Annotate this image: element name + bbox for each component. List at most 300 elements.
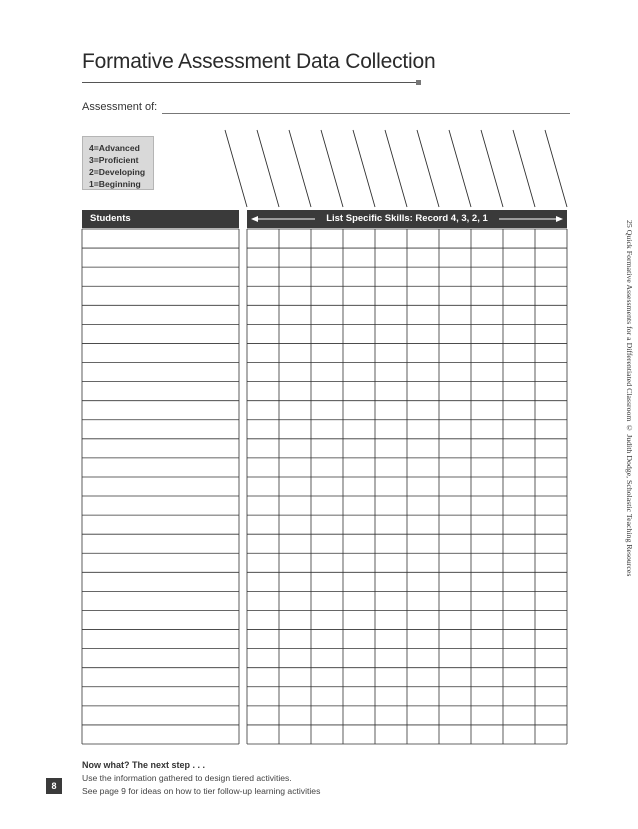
skill-score-cell[interactable] — [503, 401, 535, 420]
skill-score-cell[interactable] — [503, 553, 535, 572]
skill-score-cell[interactable] — [279, 553, 311, 572]
skill-score-cell[interactable] — [343, 458, 375, 477]
skill-score-cell[interactable] — [407, 343, 439, 362]
skill-score-cell[interactable] — [503, 286, 535, 305]
student-name-cell[interactable] — [82, 687, 239, 706]
skill-score-cell[interactable] — [343, 725, 375, 744]
skill-score-cell[interactable] — [311, 649, 343, 668]
student-name-cell[interactable] — [82, 267, 239, 286]
skill-score-cell[interactable] — [407, 248, 439, 267]
skill-score-cell[interactable] — [375, 477, 407, 496]
skill-score-cell[interactable] — [407, 668, 439, 687]
skill-score-cell[interactable] — [407, 572, 439, 591]
skill-score-cell[interactable] — [343, 496, 375, 515]
skill-score-cell[interactable] — [343, 324, 375, 343]
skill-score-cell[interactable] — [375, 401, 407, 420]
skill-score-cell[interactable] — [503, 706, 535, 725]
skill-score-cell[interactable] — [503, 343, 535, 362]
skill-score-cell[interactable] — [375, 553, 407, 572]
skill-score-cell[interactable] — [535, 496, 567, 515]
skill-score-cell[interactable] — [279, 363, 311, 382]
student-name-cell[interactable] — [82, 572, 239, 591]
skill-score-cell[interactable] — [279, 572, 311, 591]
skill-score-cell[interactable] — [279, 324, 311, 343]
student-name-cell[interactable] — [82, 343, 239, 362]
skill-score-cell[interactable] — [439, 382, 471, 401]
skill-score-cell[interactable] — [535, 630, 567, 649]
skill-score-cell[interactable] — [343, 553, 375, 572]
skill-score-cell[interactable] — [407, 229, 439, 248]
skill-score-cell[interactable] — [535, 458, 567, 477]
skill-score-cell[interactable] — [407, 553, 439, 572]
student-name-cell[interactable] — [82, 382, 239, 401]
skill-score-cell[interactable] — [439, 610, 471, 629]
skill-score-cell[interactable] — [375, 439, 407, 458]
skill-score-cell[interactable] — [471, 420, 503, 439]
skill-score-cell[interactable] — [375, 363, 407, 382]
skill-score-cell[interactable] — [247, 496, 279, 515]
student-name-cell[interactable] — [82, 248, 239, 267]
skill-score-cell[interactable] — [535, 286, 567, 305]
skill-score-cell[interactable] — [311, 382, 343, 401]
skill-score-cell[interactable] — [471, 401, 503, 420]
skill-score-cell[interactable] — [311, 420, 343, 439]
skill-score-cell[interactable] — [311, 553, 343, 572]
skill-score-cell[interactable] — [375, 687, 407, 706]
skill-score-cell[interactable] — [439, 343, 471, 362]
skill-score-cell[interactable] — [247, 382, 279, 401]
student-name-cell[interactable] — [82, 458, 239, 477]
skill-score-cell[interactable] — [311, 286, 343, 305]
skill-score-cell[interactable] — [535, 534, 567, 553]
skill-score-cell[interactable] — [343, 248, 375, 267]
skill-score-cell[interactable] — [311, 248, 343, 267]
skill-score-cell[interactable] — [471, 458, 503, 477]
skill-score-cell[interactable] — [471, 229, 503, 248]
skill-score-cell[interactable] — [471, 477, 503, 496]
skill-score-cell[interactable] — [439, 248, 471, 267]
student-name-cell[interactable] — [82, 363, 239, 382]
skill-score-cell[interactable] — [439, 305, 471, 324]
skill-score-cell[interactable] — [439, 496, 471, 515]
skill-score-cell[interactable] — [375, 496, 407, 515]
skill-score-cell[interactable] — [247, 610, 279, 629]
skill-score-cell[interactable] — [375, 572, 407, 591]
skill-score-cell[interactable] — [247, 286, 279, 305]
skill-score-cell[interactable] — [311, 610, 343, 629]
skill-score-cell[interactable] — [247, 305, 279, 324]
skill-score-cell[interactable] — [311, 401, 343, 420]
skill-score-cell[interactable] — [503, 687, 535, 706]
skill-score-cell[interactable] — [439, 706, 471, 725]
skill-score-cell[interactable] — [471, 553, 503, 572]
skill-score-cell[interactable] — [343, 305, 375, 324]
skill-score-cell[interactable] — [247, 458, 279, 477]
skill-score-cell[interactable] — [311, 687, 343, 706]
skill-score-cell[interactable] — [503, 363, 535, 382]
student-name-cell[interactable] — [82, 420, 239, 439]
skill-score-cell[interactable] — [503, 324, 535, 343]
skill-score-cell[interactable] — [471, 305, 503, 324]
skill-score-cell[interactable] — [279, 515, 311, 534]
skill-score-cell[interactable] — [535, 324, 567, 343]
skill-score-cell[interactable] — [503, 630, 535, 649]
skill-score-cell[interactable] — [503, 458, 535, 477]
skill-score-cell[interactable] — [343, 401, 375, 420]
skill-score-cell[interactable] — [503, 515, 535, 534]
skill-score-cell[interactable] — [375, 420, 407, 439]
skill-score-cell[interactable] — [279, 229, 311, 248]
skill-score-cell[interactable] — [471, 343, 503, 362]
skill-score-cell[interactable] — [439, 324, 471, 343]
skill-score-cell[interactable] — [471, 534, 503, 553]
skill-score-cell[interactable] — [535, 363, 567, 382]
skill-score-cell[interactable] — [247, 534, 279, 553]
skill-score-cell[interactable] — [247, 439, 279, 458]
skill-score-cell[interactable] — [471, 363, 503, 382]
skill-score-cell[interactable] — [407, 439, 439, 458]
skill-score-cell[interactable] — [439, 668, 471, 687]
skill-score-cell[interactable] — [311, 515, 343, 534]
skill-score-cell[interactable] — [503, 591, 535, 610]
skill-score-cell[interactable] — [503, 477, 535, 496]
skill-score-cell[interactable] — [535, 572, 567, 591]
skill-score-cell[interactable] — [407, 610, 439, 629]
skill-score-cell[interactable] — [279, 649, 311, 668]
skill-score-cell[interactable] — [439, 687, 471, 706]
skill-score-cell[interactable] — [375, 305, 407, 324]
student-name-cell[interactable] — [82, 286, 239, 305]
skill-score-cell[interactable] — [503, 229, 535, 248]
student-name-cell[interactable] — [82, 305, 239, 324]
skill-score-cell[interactable] — [407, 591, 439, 610]
skill-score-cell[interactable] — [407, 706, 439, 725]
skill-score-cell[interactable] — [311, 668, 343, 687]
skill-score-cell[interactable] — [407, 286, 439, 305]
skill-score-cell[interactable] — [375, 591, 407, 610]
student-name-cell[interactable] — [82, 630, 239, 649]
skill-score-cell[interactable] — [247, 229, 279, 248]
skill-score-cell[interactable] — [503, 725, 535, 744]
skill-score-cell[interactable] — [343, 363, 375, 382]
skill-score-cell[interactable] — [247, 267, 279, 286]
skill-score-cell[interactable] — [535, 591, 567, 610]
skill-score-cell[interactable] — [311, 630, 343, 649]
skill-score-cell[interactable] — [407, 687, 439, 706]
skill-score-cell[interactable] — [311, 591, 343, 610]
skill-score-cell[interactable] — [439, 477, 471, 496]
skill-score-cell[interactable] — [439, 363, 471, 382]
student-name-cell[interactable] — [82, 534, 239, 553]
skill-score-cell[interactable] — [279, 630, 311, 649]
skill-score-cell[interactable] — [439, 515, 471, 534]
skill-score-cell[interactable] — [343, 534, 375, 553]
skill-score-cell[interactable] — [471, 496, 503, 515]
skill-score-cell[interactable] — [375, 706, 407, 725]
skill-score-cell[interactable] — [471, 630, 503, 649]
skill-score-cell[interactable] — [375, 229, 407, 248]
legend-item: 4=Advanced — [89, 143, 140, 153]
skill-score-cell[interactable] — [439, 534, 471, 553]
student-name-cell[interactable] — [82, 553, 239, 572]
skill-score-cell[interactable] — [279, 420, 311, 439]
skill-score-cell[interactable] — [311, 305, 343, 324]
skill-score-cell[interactable] — [535, 439, 567, 458]
skill-score-cell[interactable] — [279, 458, 311, 477]
skill-score-cell[interactable] — [535, 687, 567, 706]
skill-score-cell[interactable] — [279, 248, 311, 267]
skill-score-cell[interactable] — [247, 343, 279, 362]
student-name-cell[interactable] — [82, 439, 239, 458]
skill-score-cell[interactable] — [279, 591, 311, 610]
skill-score-cell[interactable] — [375, 248, 407, 267]
skill-score-cell[interactable] — [279, 706, 311, 725]
skill-score-cell[interactable] — [471, 668, 503, 687]
skill-score-cell[interactable] — [343, 610, 375, 629]
skill-score-cell[interactable] — [535, 668, 567, 687]
skill-score-cell[interactable] — [439, 401, 471, 420]
skill-score-cell[interactable] — [407, 496, 439, 515]
student-name-cell[interactable] — [82, 401, 239, 420]
skill-score-cell[interactable] — [279, 267, 311, 286]
skill-score-cell[interactable] — [279, 534, 311, 553]
skill-score-cell[interactable] — [375, 324, 407, 343]
skill-score-cell[interactable] — [471, 572, 503, 591]
skill-score-cell[interactable] — [503, 668, 535, 687]
skill-score-cell[interactable] — [247, 401, 279, 420]
skill-score-cell[interactable] — [407, 649, 439, 668]
skill-score-cell[interactable] — [247, 420, 279, 439]
skill-score-cell[interactable] — [311, 439, 343, 458]
skill-score-cell[interactable] — [311, 343, 343, 362]
skill-score-cell[interactable] — [535, 420, 567, 439]
skill-score-cell[interactable] — [247, 649, 279, 668]
skill-score-cell[interactable] — [375, 649, 407, 668]
skill-score-cell[interactable] — [439, 229, 471, 248]
skill-score-cell[interactable] — [471, 382, 503, 401]
skill-score-cell[interactable] — [503, 649, 535, 668]
skill-score-cell[interactable] — [247, 725, 279, 744]
skill-score-cell[interactable] — [311, 324, 343, 343]
skill-score-cell[interactable] — [343, 477, 375, 496]
skill-score-cell[interactable] — [407, 267, 439, 286]
skill-score-cell[interactable] — [375, 458, 407, 477]
skill-score-cell[interactable] — [503, 572, 535, 591]
skill-score-cell[interactable] — [407, 630, 439, 649]
skill-score-cell[interactable] — [247, 515, 279, 534]
skill-score-cell[interactable] — [279, 382, 311, 401]
skill-score-cell[interactable] — [439, 649, 471, 668]
skill-score-cell[interactable] — [247, 706, 279, 725]
skill-score-cell[interactable] — [535, 649, 567, 668]
skill-score-cell[interactable] — [503, 420, 535, 439]
skill-score-cell[interactable] — [311, 725, 343, 744]
skill-score-cell[interactable] — [407, 382, 439, 401]
skill-score-cell[interactable] — [535, 706, 567, 725]
skill-score-cell[interactable] — [439, 572, 471, 591]
skill-score-cell[interactable] — [471, 248, 503, 267]
student-name-cell[interactable] — [82, 496, 239, 515]
skill-score-cell[interactable] — [471, 439, 503, 458]
skill-score-cell[interactable] — [535, 725, 567, 744]
skill-score-cell[interactable] — [471, 267, 503, 286]
student-name-cell[interactable] — [82, 610, 239, 629]
skill-score-cell[interactable] — [535, 343, 567, 362]
skill-score-cell[interactable] — [279, 439, 311, 458]
skill-score-cell[interactable] — [343, 591, 375, 610]
skill-score-cell[interactable] — [535, 553, 567, 572]
skill-score-cell[interactable] — [407, 305, 439, 324]
skill-score-cell[interactable] — [375, 267, 407, 286]
skill-score-cell[interactable] — [503, 496, 535, 515]
skill-score-cell[interactable] — [343, 687, 375, 706]
skill-score-cell[interactable] — [535, 305, 567, 324]
skill-score-cell[interactable] — [471, 324, 503, 343]
skill-score-cell[interactable] — [343, 229, 375, 248]
skill-score-cell[interactable] — [343, 382, 375, 401]
skill-score-cell[interactable] — [375, 610, 407, 629]
skill-score-cell[interactable] — [503, 534, 535, 553]
skill-score-cell[interactable] — [311, 706, 343, 725]
skill-score-cell[interactable] — [279, 725, 311, 744]
skill-score-cell[interactable] — [503, 439, 535, 458]
skill-score-cell[interactable] — [439, 286, 471, 305]
skill-score-cell[interactable] — [375, 515, 407, 534]
skill-score-cell[interactable] — [279, 477, 311, 496]
skill-score-cell[interactable] — [247, 553, 279, 572]
skill-score-cell[interactable] — [247, 477, 279, 496]
skill-score-cell[interactable] — [311, 477, 343, 496]
student-name-cell[interactable] — [82, 725, 239, 744]
students-header: Students — [82, 210, 239, 228]
skill-score-cell[interactable] — [311, 229, 343, 248]
skill-score-cell[interactable] — [471, 687, 503, 706]
skill-score-cell[interactable] — [311, 363, 343, 382]
skill-score-cell[interactable] — [375, 343, 407, 362]
skill-score-cell[interactable] — [343, 343, 375, 362]
skill-score-cell[interactable] — [407, 534, 439, 553]
student-name-cell[interactable] — [82, 324, 239, 343]
skill-score-cell[interactable] — [311, 496, 343, 515]
skill-score-cell[interactable] — [247, 572, 279, 591]
skill-score-cell[interactable] — [471, 610, 503, 629]
student-name-cell[interactable] — [82, 649, 239, 668]
skill-score-cell[interactable] — [343, 515, 375, 534]
skill-score-cell[interactable] — [439, 439, 471, 458]
skill-score-cell[interactable] — [375, 286, 407, 305]
skill-score-cell[interactable] — [279, 496, 311, 515]
skill-score-cell[interactable] — [503, 382, 535, 401]
skill-score-cell[interactable] — [343, 668, 375, 687]
skill-score-cell[interactable] — [439, 458, 471, 477]
skill-score-cell[interactable] — [279, 687, 311, 706]
skill-score-cell[interactable] — [407, 324, 439, 343]
skill-score-cell[interactable] — [279, 610, 311, 629]
skill-score-cell[interactable] — [471, 515, 503, 534]
skill-score-cell[interactable] — [375, 382, 407, 401]
skill-score-cell[interactable] — [439, 591, 471, 610]
skill-score-cell[interactable] — [535, 515, 567, 534]
skill-score-cell[interactable] — [247, 687, 279, 706]
skill-score-cell[interactable] — [407, 458, 439, 477]
skill-score-cell[interactable] — [439, 420, 471, 439]
student-name-cell[interactable] — [82, 515, 239, 534]
skill-score-cell[interactable] — [343, 286, 375, 305]
skill-score-cell[interactable] — [247, 363, 279, 382]
skill-score-cell[interactable] — [247, 324, 279, 343]
skill-score-cell[interactable] — [535, 267, 567, 286]
skill-score-cell[interactable] — [471, 591, 503, 610]
skill-score-cell[interactable] — [343, 706, 375, 725]
skill-score-cell[interactable] — [343, 420, 375, 439]
skill-score-cell[interactable] — [247, 248, 279, 267]
skill-score-cell[interactable] — [407, 725, 439, 744]
skill-score-cell[interactable] — [503, 610, 535, 629]
skill-score-cell[interactable] — [279, 305, 311, 324]
skill-score-cell[interactable] — [471, 649, 503, 668]
skill-score-cell[interactable] — [343, 439, 375, 458]
skill-score-cell[interactable] — [343, 572, 375, 591]
skill-score-cell[interactable] — [343, 267, 375, 286]
skill-score-cell[interactable] — [279, 286, 311, 305]
skill-name-slant-line — [545, 130, 567, 207]
skill-score-cell[interactable] — [375, 534, 407, 553]
skill-score-cell[interactable] — [503, 305, 535, 324]
student-name-cell[interactable] — [82, 477, 239, 496]
skill-score-cell[interactable] — [279, 401, 311, 420]
skill-score-cell[interactable] — [439, 267, 471, 286]
skill-score-cell[interactable] — [407, 477, 439, 496]
skill-score-cell[interactable] — [279, 343, 311, 362]
skill-score-cell[interactable] — [535, 382, 567, 401]
skill-score-cell[interactable] — [503, 267, 535, 286]
student-name-cell[interactable] — [82, 706, 239, 725]
skill-score-cell[interactable] — [471, 706, 503, 725]
skill-score-cell[interactable] — [247, 668, 279, 687]
skill-score-cell[interactable] — [311, 572, 343, 591]
skill-score-cell[interactable] — [375, 668, 407, 687]
skill-score-cell[interactable] — [311, 534, 343, 553]
skill-score-cell[interactable] — [247, 630, 279, 649]
skill-score-cell[interactable] — [375, 630, 407, 649]
skill-score-cell[interactable] — [311, 458, 343, 477]
student-name-cell[interactable] — [82, 591, 239, 610]
skill-score-cell[interactable] — [471, 286, 503, 305]
skill-score-cell[interactable] — [407, 420, 439, 439]
skill-score-cell[interactable] — [471, 725, 503, 744]
skill-score-cell[interactable] — [407, 401, 439, 420]
skill-score-cell[interactable] — [343, 649, 375, 668]
skill-score-cell[interactable] — [279, 668, 311, 687]
skill-score-cell[interactable] — [439, 725, 471, 744]
skill-score-cell[interactable] — [311, 267, 343, 286]
student-name-cell[interactable] — [82, 229, 239, 248]
skill-score-cell[interactable] — [535, 229, 567, 248]
skill-score-cell[interactable] — [439, 630, 471, 649]
skill-score-cell[interactable] — [503, 248, 535, 267]
skill-score-cell[interactable] — [375, 725, 407, 744]
skill-score-cell[interactable] — [407, 515, 439, 534]
student-name-cell[interactable] — [82, 668, 239, 687]
skill-score-cell[interactable] — [535, 248, 567, 267]
skill-score-cell[interactable] — [343, 630, 375, 649]
skill-score-cell[interactable] — [535, 477, 567, 496]
skill-score-cell[interactable] — [247, 591, 279, 610]
skill-score-cell[interactable] — [535, 610, 567, 629]
skill-score-cell[interactable] — [407, 363, 439, 382]
skill-score-cell[interactable] — [535, 401, 567, 420]
skill-score-cell[interactable] — [439, 553, 471, 572]
